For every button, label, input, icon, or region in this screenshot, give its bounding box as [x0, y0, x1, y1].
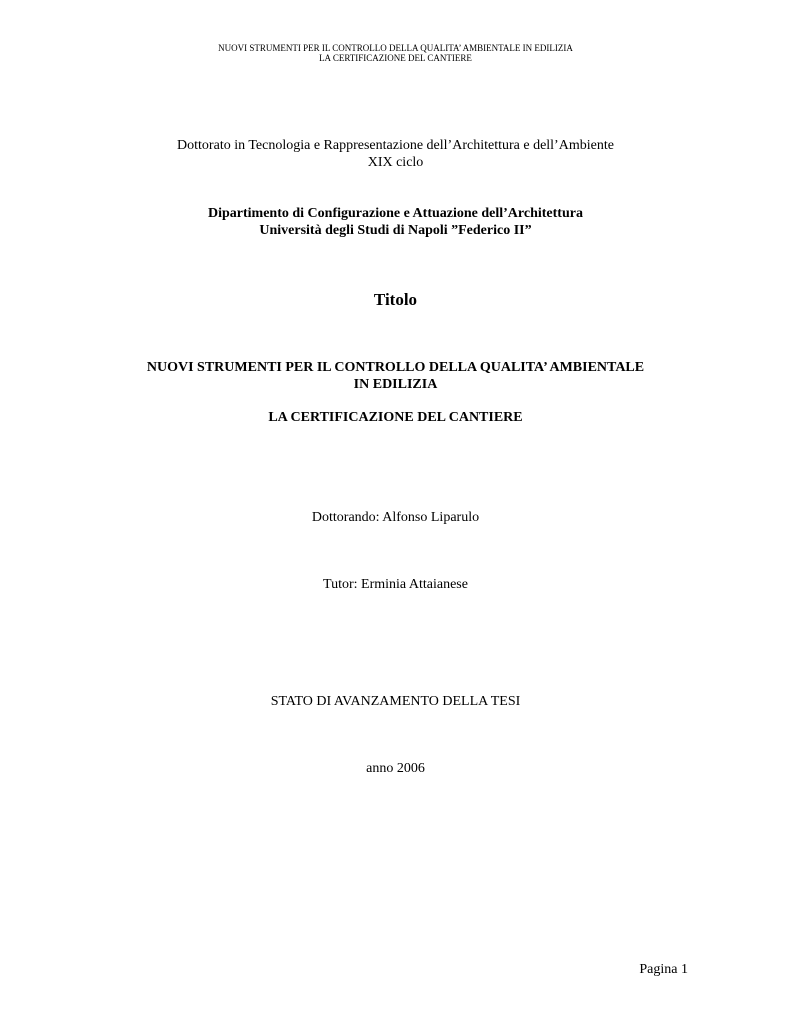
title-label: Titolo	[373, 290, 418, 309]
page-number: Pagina 1	[639, 962, 688, 977]
thesis-title-line-2: IN EDILIZIA	[353, 377, 438, 392]
department-name: Dipartimento di Configurazione e Attuazione dell’Architettura	[208, 206, 583, 221]
thesis-subtitle: LA CERTIFICAZIONE DEL CANTIERE	[268, 410, 523, 425]
running-header-line-2: LA CERTIFICAZIONE DEL CANTIERE	[319, 53, 472, 63]
program-cycle: XIX ciclo	[367, 155, 424, 170]
university-name: Università degli Studi di Napoli ”Federico II”	[259, 223, 532, 238]
status-heading: STATO DI AVANZAMENTO DELLA TESI	[270, 694, 521, 709]
thesis-title-line-1: NUOVI STRUMENTI PER IL CONTROLLO DELLA QUALITA’ AMBIENTALE	[146, 360, 645, 375]
candidate-name: Dottorando: Alfonso Liparulo	[311, 510, 480, 525]
running-header-line-1: NUOVI STRUMENTI PER IL CONTROLLO DELLA QUALITA’ AMBIENTALE IN EDILIZIA	[218, 43, 573, 53]
program-line-1: Dottorato in Tecnologia e Rappresentazione dell’Architettura e dell’Ambiente	[177, 138, 614, 153]
tutor-name: Tutor: Erminia Attaianese	[323, 577, 468, 592]
year-label: anno 2006	[366, 761, 425, 776]
